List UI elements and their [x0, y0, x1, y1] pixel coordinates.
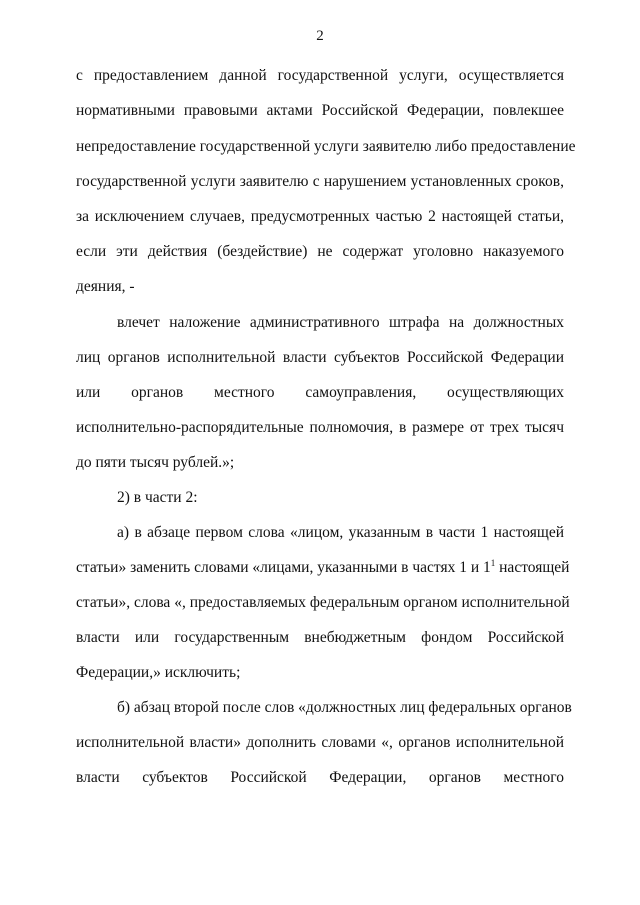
text-line: или органов местного самоуправления, осуществляющих: [76, 384, 564, 401]
paragraph-first-line: влечет наложение административного штрафа на должностных: [117, 314, 564, 331]
text-line: статьи», слова «, предоставляемых федеральным органом исполнительной: [76, 594, 570, 611]
list-item-heading: 2) в части 2:: [117, 489, 198, 506]
text-line: государственной услуги заявителю с нарушением установленных сроков,: [76, 173, 564, 190]
text-line: деяния, -: [76, 278, 135, 295]
text-line: исполнительно-распорядительные полномочия, в размере от трех тысяч: [76, 419, 564, 436]
text-line: если эти действия (бездействие) не содержат уголовно наказуемого: [76, 243, 564, 260]
superscript: 1: [490, 558, 496, 568]
text-line: непредоставление государственной услуги заявителю либо предоставление: [76, 138, 576, 155]
text-line: Федерации,» исключить;: [76, 664, 241, 681]
text-line: исполнительной власти» дополнить словами «, органов исполнительной: [76, 734, 564, 751]
paragraph-first-line: б) абзац второй после слов «должностных лиц федеральных органов: [117, 699, 572, 716]
text-line-with-superscript: [76, 558, 570, 578]
text-line: власти субъектов Российской Федерации, органов местного: [76, 769, 564, 786]
text-line: за исключением случаев, предусмотренных частью 2 настоящей статьи,: [76, 208, 564, 225]
text-line: лиц органов исполнительной власти субъектов Российской Федерации: [76, 349, 564, 366]
text-line: власти или государственным внебюджетным фондом Российской: [76, 629, 564, 646]
paragraph-first-line: а) в абзаце первом слова «лицом, указанным в части 1 настоящей: [117, 524, 564, 541]
text-segment: статьи» заменить словами «лицами, указанными в частях 1 и $1^1$ настоящей: [76, 558, 570, 576]
text-line: нормативными правовыми актами Российской Федерации, повлекшее: [76, 102, 564, 119]
page-number: 2: [316, 28, 324, 44]
text-line: с предоставлением данной государственной услуги, осуществляется: [76, 67, 564, 84]
text-line: до пяти тысяч рублей.»;: [76, 454, 235, 471]
